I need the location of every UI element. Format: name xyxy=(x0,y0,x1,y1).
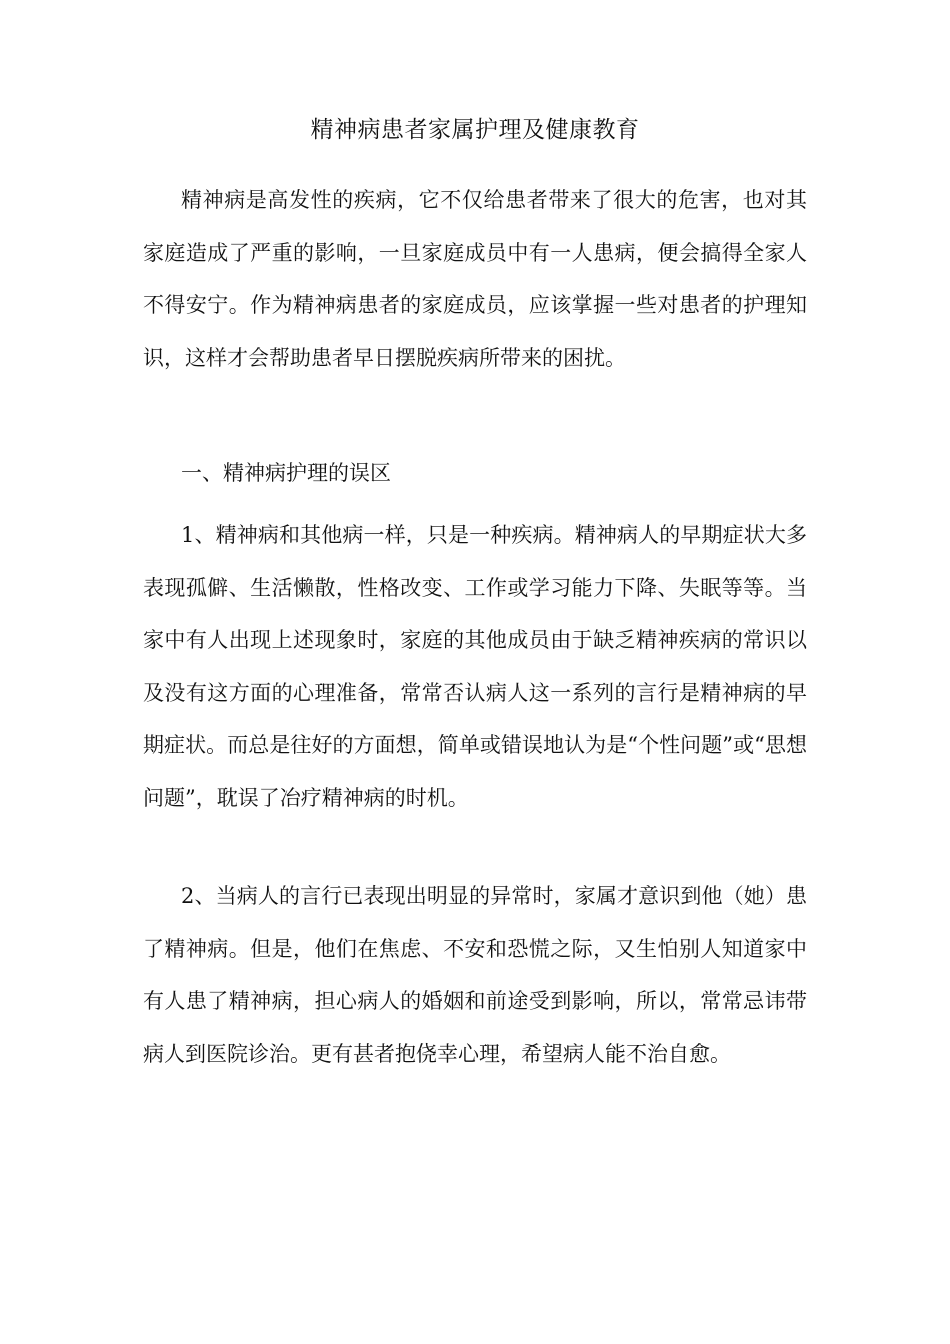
document-title: 精神病患者家属护理及健康教育 xyxy=(310,117,640,143)
paragraph-intro: 精神病是高发性的疾病，它不仅给患者带来了很大的危害，也对其家庭造成了严重的影响，一旦家庭成员中有一人患病，便会搞得全家人不得安宁。作为精神病患者的家庭成员，应该掌握一些对患者的护理知识，这样才会帮助患者早日摆脱疾病所带来的困扰。 xyxy=(143,188,807,370)
paragraph-item-2: 2、当病人的言行已表现出明显的异常时，家属才意识到他（她）患了精神病。但是，他们在焦虑、不安和恐慌之际，又生怕别人知道家中有人患了精神病，担心病人的婚姻和前途受到影响，所以，常常忌讳带病人到医院诊治。更有甚者抱侥幸心理，希望病人能不治自愈。 xyxy=(143,884,807,1066)
section-heading: 一、精神病护理的误区 xyxy=(181,461,391,485)
paragraph-item-1: 1、精神病和其他病一样，只是一种疾病。精神病人的早期症状大多表现孤僻、生活懒散，性格改变、工作或学习能力下降、失眠等等。当家中有人出现上述现象时，家庭的其他成员由于缺乏精神疾病的常识以及没有这方面的心理准备，常常否认病人这一系列的言行是精神病的早期症状。而总是往好的方面想，简单或错误地认为是“个性问题”或“思想问题”，耽误了冶疗精神病的时机。 xyxy=(143,523,807,810)
